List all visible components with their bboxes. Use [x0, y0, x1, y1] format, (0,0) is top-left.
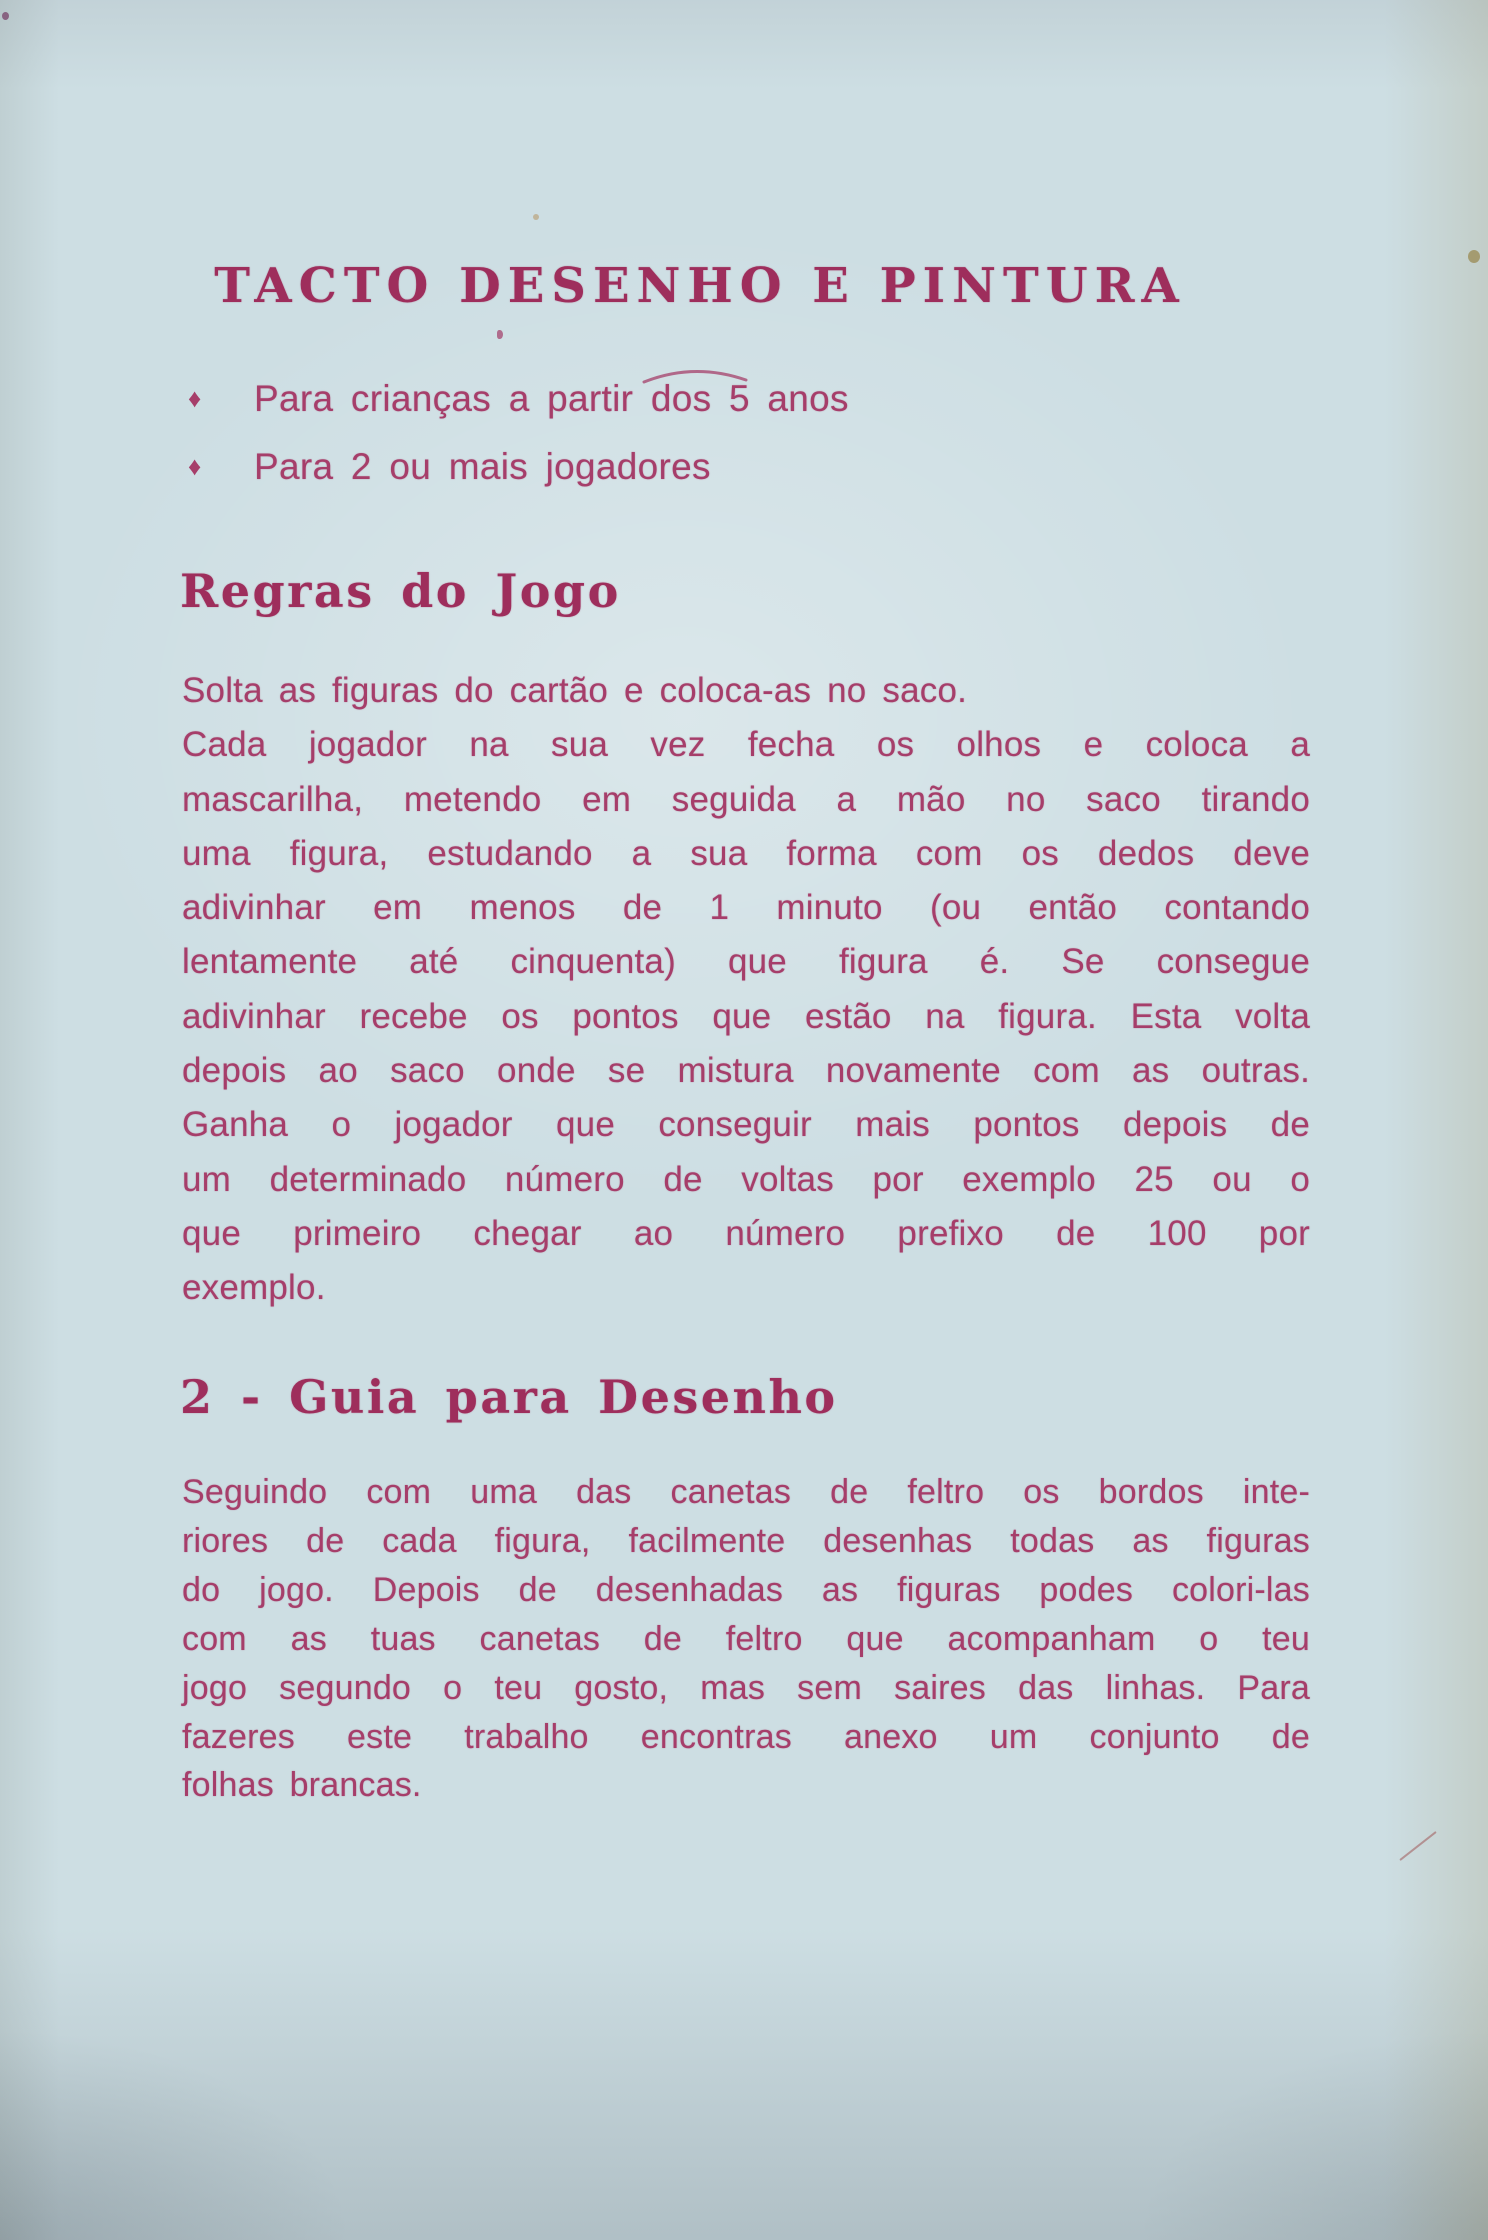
text-line: Solta as figuras do cartão e coloca-as no saco.	[182, 671, 968, 710]
ink-speck	[497, 330, 503, 339]
text-line: um determinado número de voltas por exemplo 25 ou o	[182, 1159, 1310, 1199]
diamond-bullet-icon: ♦	[188, 451, 202, 481]
page-title: TACTO DESENHO E PINTURA	[214, 258, 1186, 314]
text-line: lentamente até cinquenta) que figura é. Se consegue	[182, 942, 1310, 982]
paper-speck	[533, 214, 539, 220]
paper-scratch	[1399, 1831, 1436, 1861]
bullet-item-label: Para crianças a partir dos 5 anos	[254, 378, 849, 419]
text-line: mascarilha, metendo em seguida a mão no saco tirando	[182, 779, 1310, 819]
text-line: jogo segundo o teu gosto, mas sem saires das linhas. Para	[182, 1668, 1310, 1707]
text-line: depois ao saco onde se mistura novamente com as outras.	[182, 1051, 1310, 1091]
text-line: adivinhar recebe os pontos que estão na figura. Esta volta	[182, 996, 1310, 1036]
guide-paragraph	[182, 1468, 1310, 1810]
text-line: Seguindo com uma das canetas de feltro os bordos inte-	[182, 1473, 1310, 1511]
diamond-bullet-icon: ♦	[188, 383, 202, 413]
text-line: riores de cada figura, facilmente desenhas todas as figuras	[182, 1521, 1310, 1560]
text-line: uma figura, estudando a sua forma com os dedos deve	[182, 833, 1310, 873]
bullet-item-players	[188, 446, 711, 488]
text-line: fazeres este trabalho encontras anexo um conjunto de	[182, 1717, 1310, 1756]
section-heading-rules: Regras do Jogo	[180, 564, 621, 618]
rules-paragraph	[182, 664, 1310, 1316]
text-line: exemplo.	[182, 1268, 326, 1308]
paper-speck	[2, 12, 9, 20]
text-line: com as tuas canetas de feltro que acompanham o teu	[182, 1619, 1310, 1658]
section-heading-guide: 2 - Guia para Desenho	[180, 1370, 838, 1424]
text-line: que primeiro chegar ao número prefixo de 100 por	[182, 1213, 1310, 1253]
text-line: adivinhar em menos de 1 minuto (ou então contando	[182, 888, 1310, 928]
text-line: Ganha o jogador que conseguir mais pontos depois de	[182, 1105, 1310, 1145]
bullet-item-label: Para 2 ou mais jogadores	[254, 446, 711, 487]
paper-speck	[1468, 250, 1480, 263]
text-line: folhas brancas.	[182, 1766, 422, 1805]
text-line: do jogo. Depois de desenhadas as figuras podes colori-las	[182, 1570, 1310, 1609]
pen-mark-annotation	[642, 362, 752, 392]
text-line: Cada jogador na sua vez fecha os olhos e coloca a	[182, 725, 1310, 765]
